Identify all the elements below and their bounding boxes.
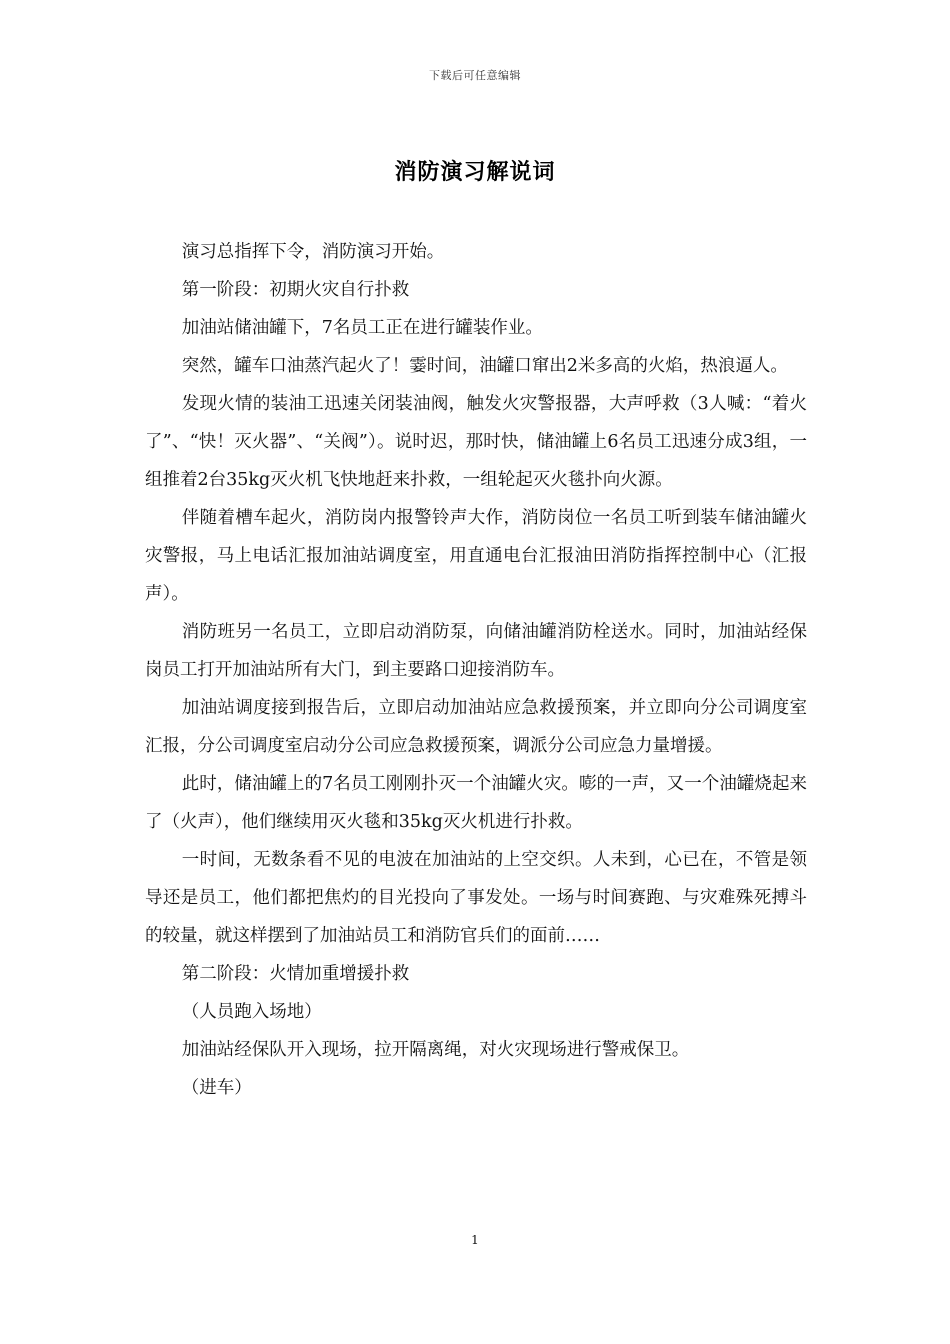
paragraph: 一时间，无数条看不见的电波在加油站的上空交织。人未到，心已在，不管是领导还是员工，他们都把焦灼的目光投向了事发处。一场与时间赛跑、与灾难殊死搏斗的较量，就这样摆到了加油站员工和消防官兵们的面前……: [145, 850, 807, 946]
stage-direction: （人员跑入场地）: [181, 1002, 322, 1022]
paragraph: 加油站调度接到报告后，立即启动加油站应急救援预案，并立即向分公司调度室汇报，分公司调度室启动分公司应急救援预案，调派分公司应急力量增援。: [145, 698, 807, 756]
stage-direction: （进车）: [181, 1078, 252, 1098]
paragraph: 突然，罐车口油蒸汽起火了！霎时间，油罐口窜出2米多高的火焰，热浪逼人。: [181, 356, 788, 376]
page-title: 消防演习解说词: [394, 159, 556, 185]
paragraph: 加油站经保队开入现场，拉开隔离绳，对火灾现场进行警戒保卫。: [181, 1040, 690, 1060]
paragraph: 演习总指挥下令，消防演习开始。: [181, 242, 445, 262]
header-note: 下载后可任意编辑: [429, 69, 521, 82]
section-heading: 第二阶段：火情加重增援扑救: [181, 964, 410, 984]
paragraph: 加油站储油罐下，7名员工正在进行罐装作业。: [181, 318, 543, 338]
document-body: [145, 233, 807, 1107]
page-number: 1: [471, 1233, 479, 1247]
paragraph: 消防班另一名员工，立即启动消防泵，向储油罐消防栓送水。同时，加油站经保岗员工打开加油站所有大门，到主要路口迎接消防车。: [145, 622, 807, 680]
paragraph: 伴随着槽车起火，消防岗内报警铃声大作，消防岗位一名员工听到装车储油罐火灾警报，马上电话汇报加油站调度室，用直通电台汇报油田消防指挥控制中心（汇报声）。: [145, 508, 807, 604]
paragraph: 发现火情的装油工迅速关闭装油阀，触发火灾警报器，大声呼救（3人喊：“着火了”、“快！灭火器”、“关阀”）。说时迟，那时快，储油罐上6名员工迅速分成3组，一组推着2台35kg灭火机飞快地赶来扑救，一组轮起灭火毯扑向火源。: [145, 394, 807, 490]
paragraph: 此时，储油罐上的7名员工刚刚扑灭一个油罐火灾。嘭的一声，又一个油罐烧起来了（火声），他们继续用灭火毯和35kg灭火机进行扑救。: [145, 774, 807, 832]
section-heading: 第一阶段：初期火灾自行扑救: [181, 280, 410, 300]
